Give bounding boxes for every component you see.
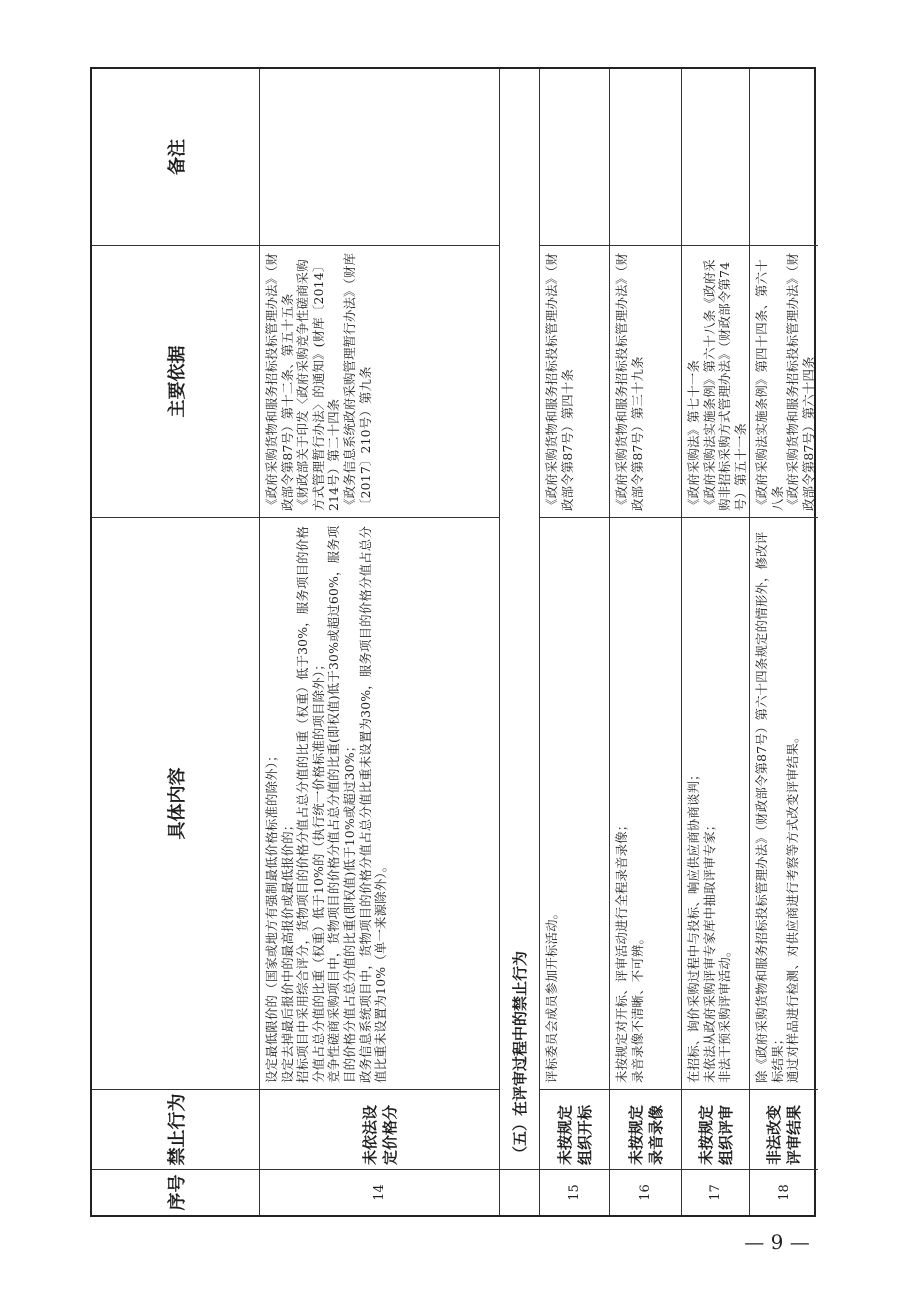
detail-text: 设定最低限价的（国家或地方有强制最低价格标准的除外）； 设定去掉最后报价中的最高报价或最低报价的； 招标项目中采用综合评分，货物项目的价格分值占总分值的比重（权重）低于30%，服务项目的价格分值占总分值的比重（权重）低于10%的（执行统一价格标准的项目除外）； 竞争性磋商采购项目中，货物项目的价格分值占总分值的比重(即权值)低于30%或超过60%，服务项目的价格分值占总分值的比重(即权值)低于10%或超过30%； 政务信息系统项目中，货物项目的价格分值占总分值比重未设置为30%，服务项目的价格分值占总分值比重未设置为10%（单一来源除外）。 bbox=[260, 517, 499, 1089]
row-number: 17 bbox=[682, 1169, 749, 1215]
action-title: 未按规定录音录像 bbox=[610, 1089, 681, 1169]
action-title: 未按规定组织评审 bbox=[682, 1089, 749, 1169]
remark-text bbox=[750, 69, 818, 245]
basis-text: 《政府采购货物和服务招标投标管理办法》（财政部令第87号）第十二条、第五十五条 《财政部关于印发〈政府采购竞争性磋商采购方式管理暂行办法〉的通知》(财库〔2014〕214号）第二十四条 《政务信息系统政府采购管理暂行办法》（财库〔2017〕210号）第九条 bbox=[260, 245, 499, 517]
prohibited-behavior-table bbox=[90, 67, 816, 1217]
table-row-18 bbox=[750, 69, 818, 1215]
detail-text: 除《政府采购货物和服务招标投标管理办法》（财政部令第87号）第六十四条规定的情形外，修改评标结果； 通过对样品进行检测、对供应商进行考察等方式改变评审结果。 bbox=[750, 517, 818, 1089]
header-no: 序号 bbox=[92, 1169, 259, 1215]
action-title: 未依法设定价格分 bbox=[260, 1089, 499, 1169]
section-title: （五）在评审过程中的禁止行为 bbox=[511, 950, 529, 1161]
detail-text: 评标委员会成员参加开标活动。 bbox=[540, 517, 609, 1089]
header-detail: 具体内容 bbox=[92, 517, 259, 1089]
row-number: 14 bbox=[260, 1169, 499, 1215]
basis-text: 《政府采购货物和服务招标投标管理办法》（财政部令第87号）第四十条 bbox=[540, 245, 609, 517]
remark-text bbox=[540, 69, 609, 245]
table-row-16 bbox=[610, 69, 682, 1215]
row-number: 16 bbox=[610, 1169, 681, 1215]
action-title: 非法改变评审结果 bbox=[750, 1089, 818, 1169]
table-header-row bbox=[92, 69, 260, 1215]
action-title: 未按规定组织开标 bbox=[540, 1089, 609, 1169]
remark-text bbox=[610, 69, 681, 245]
header-action: 禁止行为 bbox=[92, 1089, 259, 1169]
basis-text: 《政府采购法实施条例》第四十四条、第六十八条 《政府采购货物和服务招标投标管理办法》（财政部令第87号）第六十四条 bbox=[750, 245, 818, 517]
remark-text bbox=[260, 69, 499, 245]
row-number: 18 bbox=[750, 1169, 818, 1215]
rotated-page bbox=[90, 67, 816, 1217]
section-header-row bbox=[500, 69, 540, 1215]
detail-text: 在招标、询价采购过程中与投标、响应供应商协商谈判； 未依法从政府采购评审专家库中抽取评审专家； 非法干预采购评审活动。 bbox=[682, 517, 749, 1089]
header-remark: 备注 bbox=[166, 139, 188, 175]
header-basis: 主要依据 bbox=[92, 245, 259, 517]
table-row-17 bbox=[682, 69, 750, 1215]
table-row-14 bbox=[260, 69, 500, 1215]
detail-text: 未按规定对开标、评审活动进行全程录音录像； 录音录像不清晰、不可辨。 bbox=[610, 517, 681, 1089]
table-row-15 bbox=[540, 69, 610, 1215]
basis-text: 《政府采购货物和服务招标投标管理办法》（财政部令第87号）第三十九条 bbox=[610, 245, 681, 517]
page-number: — 9 — bbox=[744, 1230, 810, 1254]
basis-text: 《政府采购法》第七十一条 《政府采购法实施条例》第六十八条《政府采购非招标采购方式管理办法》（财政部令第74号）第五十一条 bbox=[682, 245, 749, 517]
remark-text bbox=[682, 69, 749, 245]
row-number: 15 bbox=[540, 1169, 609, 1215]
